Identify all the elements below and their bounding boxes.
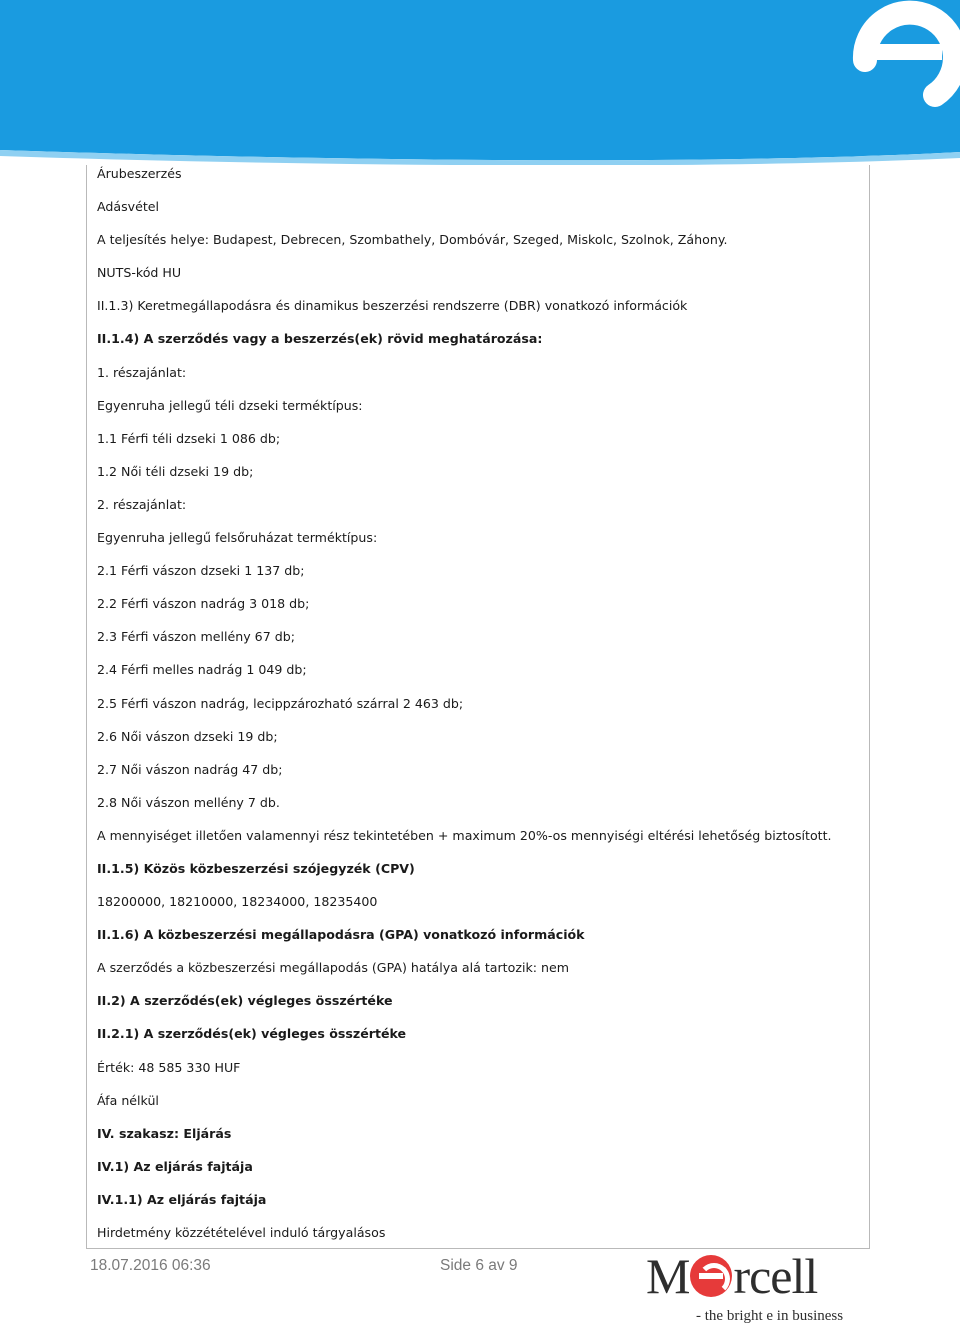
text-line: Egyenruha jellegű téli dzseki terméktípus: [97,397,363,413]
text-line: II.1.6) A közbeszerzési megállapodásra (GPA) vonatkozó információk [97,927,585,943]
logo-wordmark [646,1246,817,1306]
text-line: 2. részajánlat: [97,496,187,512]
text-line: 1. részajánlat: [97,364,187,380]
text-line: 2.3 Férfi vászon mellény 67 db; [97,629,295,645]
text-line: Hirdetmény közzétételével induló tárgyalásos [97,1225,386,1240]
text-line: 1.2 Női téli dzseki 19 db; [97,463,254,479]
text-line: II.1.4) A szerződés vagy a beszerzés(ek) rövid meghatározása: [97,331,543,347]
text-line: A mennyiséget illetően valamennyi rész tekintetében + maximum 20%-os mennyiségi eltérési lehetőség biztosított. [97,827,832,843]
text-line: 2.7 Női vászon nadrág 47 db; [97,761,283,777]
footer-date: 18.07.2016 06:36 [90,1257,211,1274]
text-line: 18200000, 18210000, 18234000, 18235400 [97,894,378,910]
text-line: IV.1.1) Az eljárás fajtája [97,1191,267,1207]
text-line: II.1.3) Keretmegállapodásra és dinamikus beszerzési rendszerre (DBR) vonatkozó információk [97,298,688,314]
text-line: Árubeszerzés [97,166,182,181]
text-line: 2.1 Férfi vászon dzseki 1 137 db; [97,563,305,579]
marcell-logo [640,1248,870,1329]
logo-e-icon [690,1255,732,1297]
text-line: A szerződés a közbeszerzési megállapodás (GPA) hatálya alá tartozik: nem [97,960,569,976]
text-line: Áfa nélkül [97,1092,159,1108]
text-line: A teljesítés helye: Budapest, Debrecen, Szombathely, Dombóvár, Szeged, Miskolc, Szolnok, Záhony. [97,232,728,248]
text-line: II.1.5) Közös közbeszerzési szójegyzék (CPV) [97,860,415,876]
header-wave-graphic [0,0,960,165]
text-line: IV. szakasz: Eljárás [97,1125,232,1141]
notice-body [97,163,862,1255]
text-line: Egyenruha jellegű felsőruházat terméktípus: [97,530,378,546]
logo-word-end: rcell [733,1248,818,1304]
text-line: 2.8 Női vászon mellény 7 db. [97,794,280,810]
text-line: 2.5 Férfi vászon nadrág, lecippzározható szárral 2 463 db; [97,695,464,711]
text-line: II.2.1) A szerződés(ek) végleges összértéke [97,1026,407,1042]
text-line: Érték: 48 585 330 HUF [97,1059,241,1075]
text-line: 2.4 Férfi melles nadrág 1 049 db; [97,662,307,678]
text-line: 2.2 Férfi vászon nadrág 3 018 db; [97,596,310,612]
text-line: 2.6 Női vászon dzseki 19 db; [97,728,278,744]
logo-tagline: - the bright e in business [696,1308,844,1324]
text-line: IV.1) Az eljárás fajtája [97,1158,253,1174]
text-line: Adásvétel [97,199,160,215]
footer-page-number: Side 6 av 9 [440,1257,518,1274]
text-line: II.2) A szerződés(ek) végleges összértéke [97,993,393,1009]
text-line: 1.1 Férfi téli dzseki 1 086 db; [97,430,281,446]
header-band [0,0,960,165]
logo-word-start: M [646,1248,690,1304]
text-line: NUTS-kód HU [97,265,182,281]
